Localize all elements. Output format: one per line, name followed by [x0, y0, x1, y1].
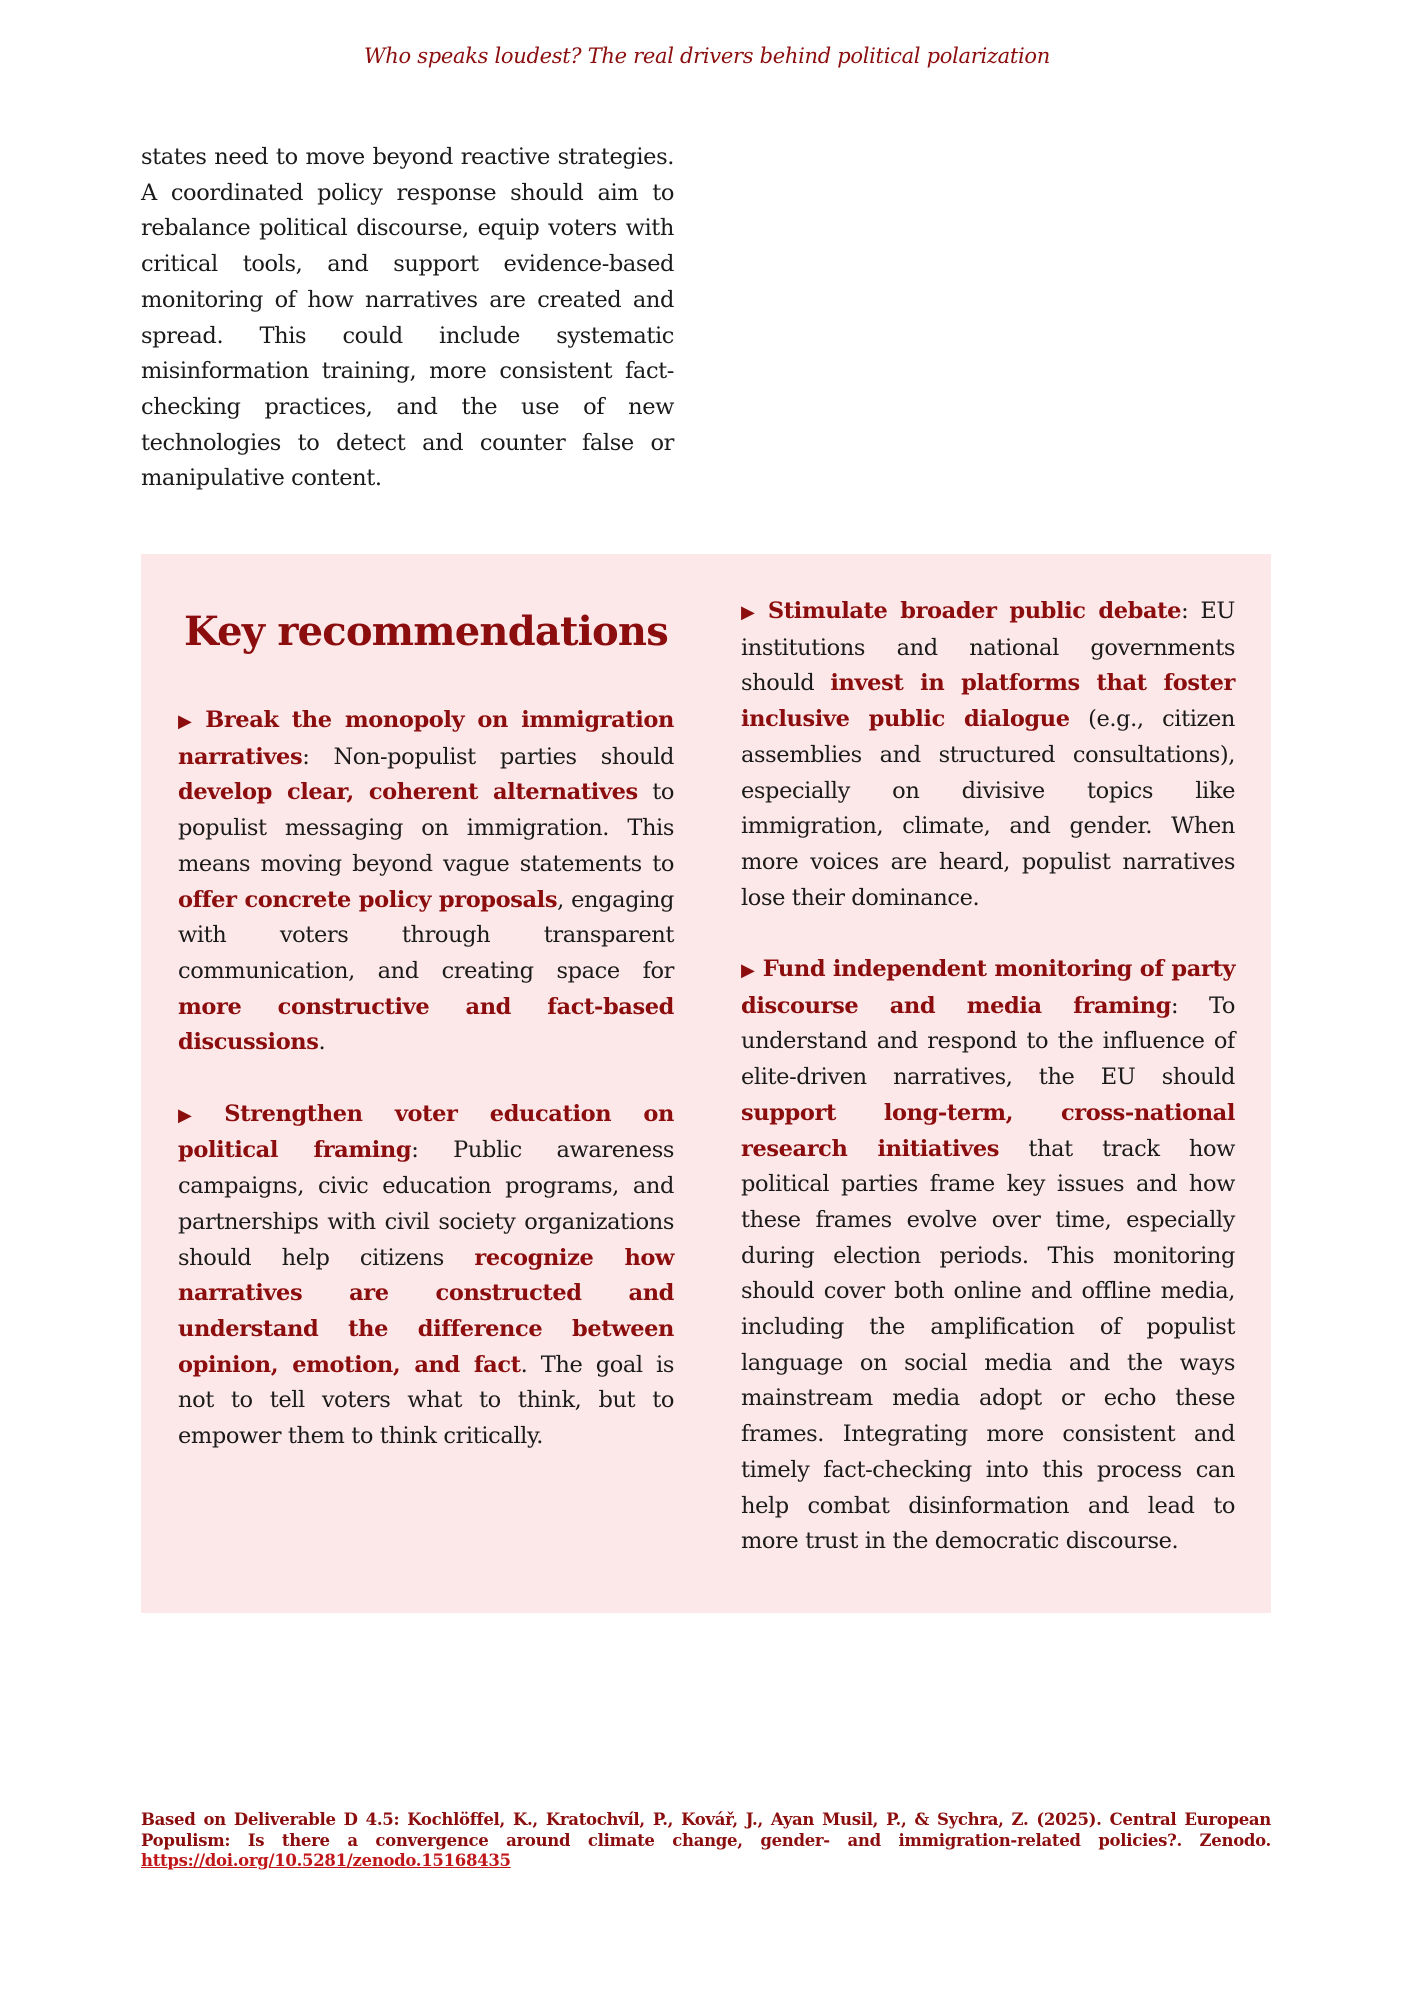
highlighted-text: recognize how narratives are constructed and understand the difference between opinion, emotion, and fact	[178, 1244, 674, 1378]
body-text: .	[318, 1029, 326, 1056]
bullet-arrow-icon: ▶	[741, 602, 760, 623]
highlighted-text: offer concrete policy proposals	[178, 886, 558, 913]
recommendation-item	[741, 594, 1235, 916]
running-header-title: Who speaks loudest? The real drivers behind political polarization	[364, 44, 1050, 68]
highlighted-text: develop clear, coherent alternatives	[178, 779, 638, 806]
citation-text: Based on Deliverable D 4.5: Kochlöffel, K., Kratochvíl, P., Kovář, J., Ayan Musil, P., & Sychra, Z. (2025). Central European Populism: Is there a convergence around climate change, gender- and immigration-related policies?. Zenodo.	[141, 1810, 1271, 1850]
recommendations-left-column	[178, 602, 674, 1490]
recommendations-title: Key recommendations	[184, 608, 668, 655]
recommendation-heading: Break the monopoly on immigration narratives	[178, 707, 674, 770]
bullet-arrow-icon: ▶	[178, 1104, 217, 1126]
recommendation-item	[178, 1097, 674, 1455]
highlighted-text: invest in platforms that foster inclusive public dialogue	[741, 670, 1235, 733]
doi-link[interactable]: https://doi.org/10.5281/zenodo.15168435	[141, 1851, 511, 1870]
recommendation-item	[178, 703, 674, 1061]
bullet-arrow-icon: ▶	[178, 711, 198, 732]
key-recommendations-box	[141, 554, 1271, 1613]
body-text: to populist messaging on immigration. This means moving beyond vague statements to	[178, 779, 674, 877]
body-text: : To understand and respond to the influence of elite-driven narratives, the EU should	[741, 992, 1235, 1091]
body-text: . The goal is not to tell voters what to think, but to empower them to think critically.	[178, 1351, 674, 1450]
body-text: that track how political parties frame key issues and how these frames evolve over time, especially during election periods. This monitoring should cover both online and offline media, including the amplification of populist language on social media and the ways mainstream media adopt or echo these frames. Integrating more consistent and timely fact-checking into this process can help combat disinformation and lead to more trust in the democratic discourse.	[741, 1135, 1235, 1555]
recommendation-heading: Stimulate broader public debate	[767, 598, 1182, 624]
body-text: : Public awareness campaigns, civic education programs, and partnerships with civil society organizations should help citizens	[178, 1137, 674, 1271]
source-citation	[141, 1810, 1271, 1872]
body-text: : Non-populist parties should	[302, 743, 674, 770]
body-text: (e.g., citizen assemblies and structured consultations), especially on divisive topics like immigration, climate, and gender. When more voices are heard, populist narratives lose their dominance.	[741, 706, 1235, 911]
body-text: : EU institutions and national governments should	[741, 598, 1235, 697]
bullet-arrow-icon: ▶	[741, 960, 755, 982]
highlighted-text: support long-term, cross-national research initiatives	[741, 1099, 1235, 1162]
highlighted-text: more constructive and fact-based discussions	[178, 993, 674, 1056]
recommendation-heading: Fund independent monitoring of party discourse and media framing	[741, 956, 1235, 1019]
intro-paragraph: states need to move beyond reactive strategies. A coordinated policy response should aim to rebalance political discourse, equip voters with critical tools, and support evidence-based monitoring of how narratives are created and spread. This could include systematic misinformation training, more consistent fact-checking practices, and the use of new technologies to detect and counter false or manipulative content.	[141, 144, 674, 492]
recommendation-item	[741, 952, 1235, 1560]
body-text: , engaging with voters through transparent communication, and creating space for	[178, 886, 675, 984]
recommendations-right-column	[741, 598, 1235, 1596]
recommendation-heading: Strengthen voter education on political framing	[178, 1100, 674, 1164]
